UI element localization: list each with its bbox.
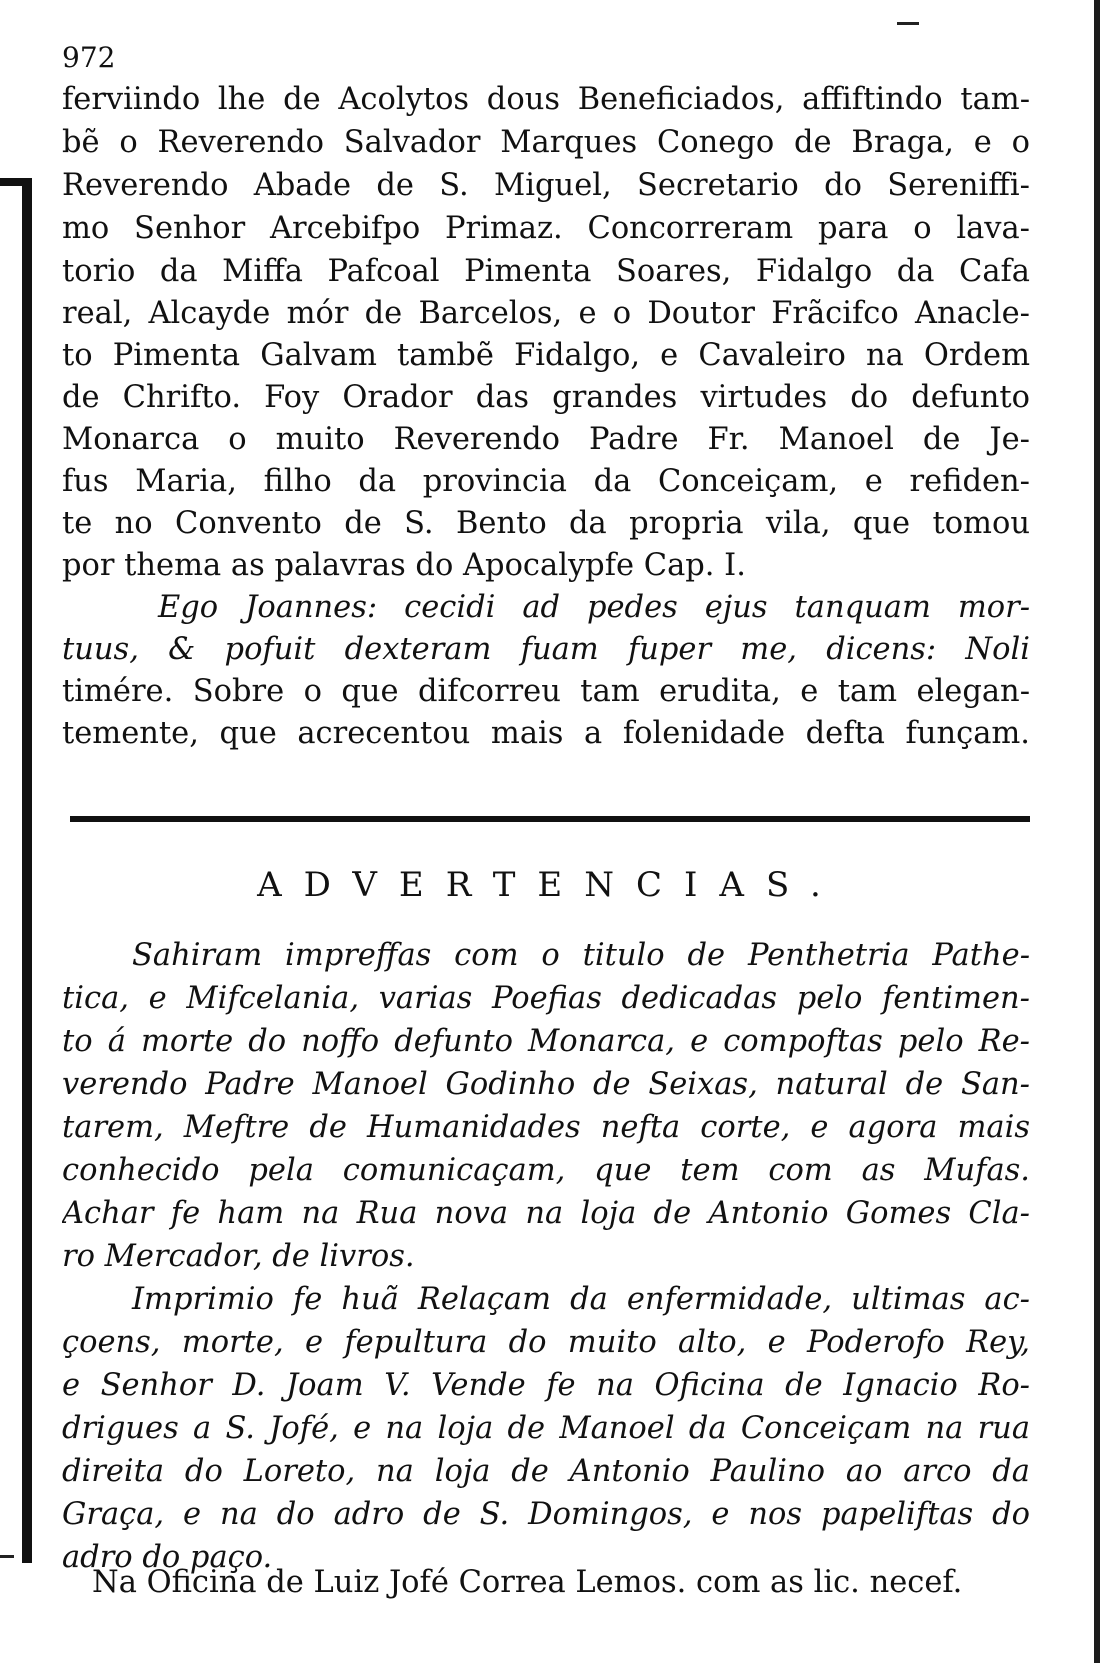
section-divider	[70, 816, 1030, 822]
notice-line: Graça, e na do adro de S. Domingos, e nos papeliftas do	[62, 1497, 1030, 1532]
text-line: torio da Miffa Pafcoal Pimenta Soares, Fidalgo da Cafa	[62, 254, 1030, 289]
left-margin-hook	[0, 178, 32, 186]
text-line: bẽ o Reverendo Salvador Marques Conego de Braga, e o	[62, 125, 1030, 160]
notice-line: Sahiram impreffas com o titulo de Penthetria Pathe-	[132, 938, 1030, 973]
notice-line: e Senhor D. Joam V. Vende fe na Oficina de Ignacio Ro-	[62, 1368, 1030, 1403]
printer-imprint: Na Oficina de Luiz Jofé Correa Lemos. com as lic. necef.	[92, 1565, 963, 1600]
text-line: Monarca o muito Reverendo Padre Fr. Manoel de Je-	[62, 422, 1030, 457]
text-line: temente, que acrecentou mais a folenidade defta funçam.	[62, 716, 1030, 751]
notice-line: direita do Loreto, na loja de Antonio Paulino ao arco da	[62, 1454, 1030, 1489]
notice-line: Achar fe ham na Rua nova na loja de Antonio Gomes Cla-	[62, 1196, 1030, 1231]
latin-quote-line: Ego Joannes: cecidi ad pedes ejus tanquam mor-	[158, 590, 1030, 625]
text-line: de Chrifto. Foy Orador das grandes virtudes do defunto	[62, 380, 1030, 415]
notice-line: conhecido pela comunicaçam, que tem com as Mufas.	[62, 1153, 1030, 1188]
narrative-paragraph	[62, 78, 1030, 755]
notice-line: to á morte do noffo defunto Monarca, e compoftas pelo Re-	[62, 1024, 1030, 1059]
text-line: fus Maria, filho da provincia da Conceiçam, e refiden-	[62, 464, 1030, 499]
text-line: te no Convento de S. Bento da propria vila, que tomou	[62, 506, 1030, 541]
text-line: real, Alcayde mór de Barcelos, e o Doutor Frãcifco Anacle-	[62, 296, 1030, 331]
text-line: timére. Sobre o que difcorreu tam erudita, e tam elegan-	[62, 674, 1030, 709]
right-page-edge	[1094, 0, 1100, 1663]
section-heading: ADVERTENCIAS.	[257, 865, 843, 905]
notice-line: adro do paço.	[62, 1540, 273, 1575]
top-ink-mark	[897, 22, 919, 25]
advertisements-section	[62, 934, 1030, 1579]
text-line: ferviindo lhe de Acolytos dous Beneficiados, affiftindo tam-	[62, 82, 1030, 117]
text-line: to Pimenta Galvam tambẽ Fidalgo, e Cavaleiro na Ordem	[62, 338, 1030, 373]
notice-line: çoens, morte, e fepultura do muito alto, e Poderofo Rey,	[62, 1325, 1030, 1360]
latin-quote-line: tuus, & pofuit dexteram fuam fuper me, dicens: Noli	[62, 632, 1030, 667]
left-margin-mark	[0, 1555, 14, 1558]
page-number: 972	[62, 41, 116, 74]
notice-line: tarem, Meftre de Humanidades nefta corte, e agora mais	[62, 1110, 1030, 1145]
notice-line: Imprimio fe huã Relaçam da enfermidade, ultimas ac-	[132, 1282, 1030, 1317]
text-line: mo Senhor Arcebifpo Primaz. Concorreram para o lava-	[62, 211, 1030, 246]
notice-line: drigues a S. Jofé, e na loja de Manoel da Conceiçam na rua	[62, 1411, 1030, 1446]
text-line: Reverendo Abade de S. Miguel, Secretario do Sereniffi-	[62, 168, 1030, 203]
notice-line: verendo Padre Manoel Godinho de Seixas, natural de San-	[62, 1067, 1030, 1102]
text-line: por thema as palavras do Apocalypfe Cap. I.	[62, 548, 746, 583]
notice-line: tica, e Mifcelania, varias Poefias dedicadas pelo fentimen-	[62, 981, 1030, 1016]
notice-line: ro Mercador, de livros.	[62, 1239, 415, 1274]
